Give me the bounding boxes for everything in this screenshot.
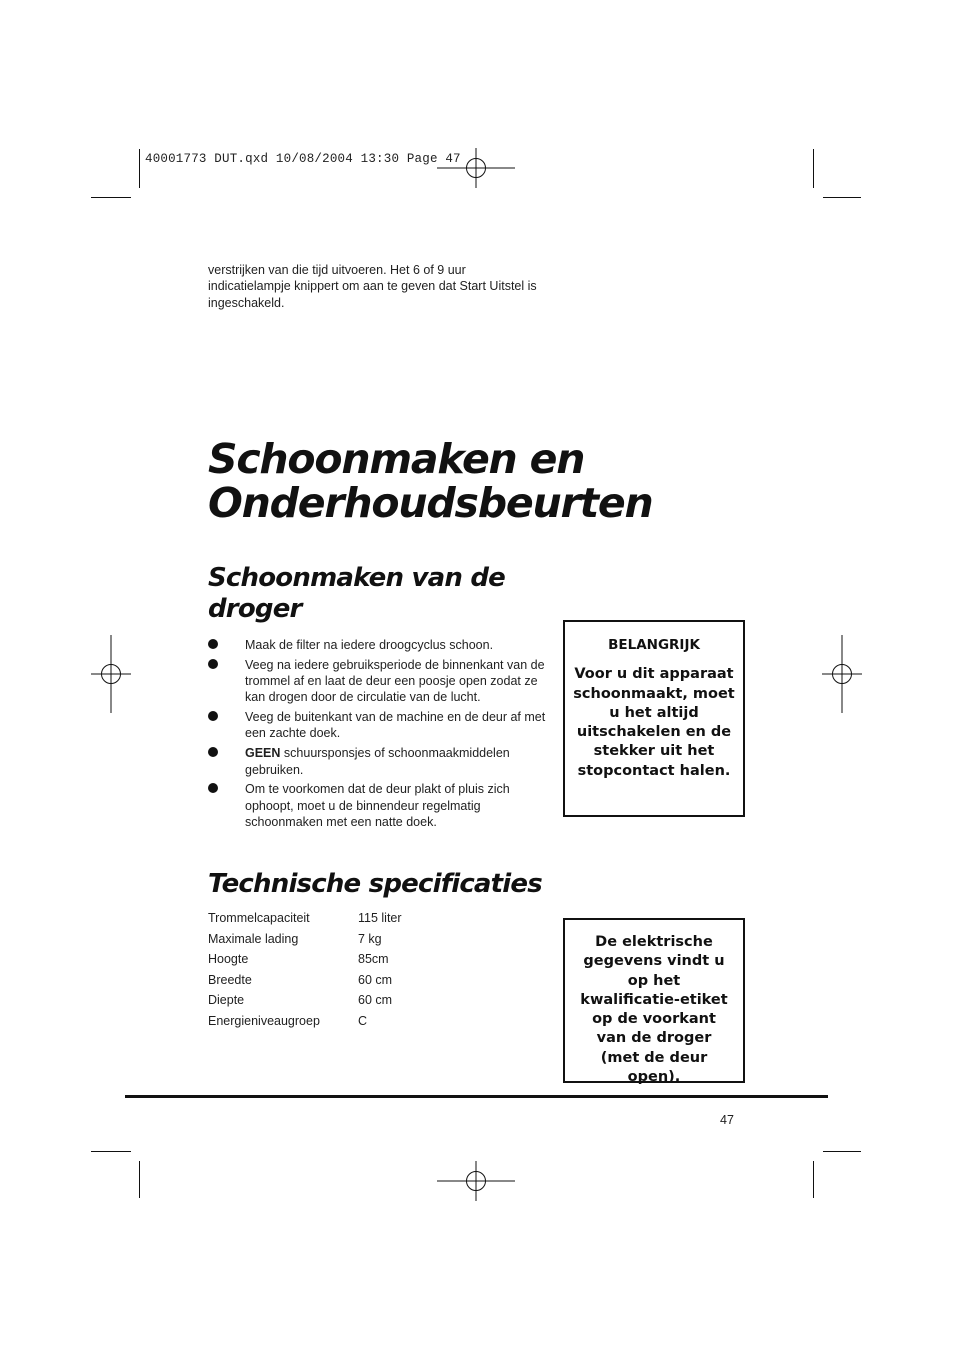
- specs-table: [208, 911, 402, 1034]
- bullet-icon: [208, 659, 218, 669]
- registration-mark-top: [437, 148, 517, 188]
- spec-label: Maximale lading: [208, 931, 299, 946]
- notice-title: BELANGRIJK: [608, 637, 700, 653]
- registration-mark-left: [91, 635, 131, 715]
- page-title: [208, 437, 768, 525]
- cleaning-heading-line-2: droger: [208, 594, 302, 624]
- bullet-icon: [208, 783, 218, 793]
- list-item: [205, 637, 555, 653]
- list-item-emphasis: GEEN: [245, 746, 281, 761]
- table-row: [208, 911, 402, 932]
- list-item: [205, 745, 555, 778]
- cleaning-bullet-list: [205, 637, 555, 834]
- table-row: [208, 973, 402, 994]
- list-item-text: Veeg de buitenkant van de machine en de deur af met een zachte doek.: [245, 710, 546, 741]
- cleaning-heading-line-1: Schoonmaken van de: [208, 563, 505, 593]
- table-row: [208, 932, 402, 953]
- spec-label: Breedte: [208, 972, 252, 987]
- intro-paragraph: verstrijken van die tijd uitvoeren. Het 6 of 9 uur indicatielampje knippert om aan te geven dat Start Uitstel is ingeschakeld.: [208, 263, 537, 310]
- footer-rule: [125, 1095, 828, 1098]
- registration-mark-bottom: [437, 1161, 517, 1201]
- spec-label: Trommelcapaciteit: [208, 911, 310, 925]
- spec-label: Hoogte: [208, 952, 249, 966]
- bullet-icon: [208, 711, 218, 721]
- spec-label: Diepte: [208, 993, 245, 1007]
- electrical-note-text: De elektrische gegevens vindt u op het kwalificatie-etiket op de voorkant van de droger (met de deur open).: [580, 934, 728, 1086]
- spec-value: 85cm: [358, 952, 389, 966]
- spec-value: 60 cm: [358, 993, 393, 1007]
- list-item: [205, 781, 555, 830]
- list-item-text: Veeg na iedere gebruiksperiode de binnenkant van de trommel af en laat de deur een poosje open zodat ze kan drogen door de circulatie van de lucht.: [245, 657, 545, 705]
- registration-mark-right: [822, 635, 862, 715]
- list-item-text: schuursponsjes of schoonmaakmiddelen gebruiken.: [245, 746, 510, 777]
- spec-label: Energieniveaugroep: [208, 1013, 320, 1028]
- bullet-icon: [208, 747, 218, 757]
- list-item-text: Maak de filter na iedere droogcyclus schoon.: [245, 638, 494, 652]
- electrical-note-box: [563, 918, 745, 1086]
- spec-value: 7 kg: [358, 931, 382, 946]
- page-number: 47: [720, 1113, 734, 1127]
- list-item: [205, 657, 555, 706]
- print-slug: 40001773 DUT.qxd 10/08/2004 13:30 Page 47: [145, 152, 461, 166]
- table-row: [208, 993, 402, 1014]
- table-row: [208, 952, 402, 973]
- table-row: [208, 1014, 402, 1035]
- important-notice-box: [563, 620, 745, 817]
- spec-value: 115 liter: [358, 911, 402, 925]
- specs-heading: Technische specificaties: [208, 869, 542, 899]
- bullet-icon: [208, 639, 218, 649]
- spec-value: 60 cm: [358, 972, 393, 987]
- list-item-text: Om te voorkomen dat de deur plakt of pluis zich ophoopt, moet u de binnendeur regelmatig schoonmaken met een natte doek.: [245, 782, 510, 829]
- list-item: [205, 709, 555, 742]
- page-title-line-1: Schoonmaken en: [208, 435, 585, 483]
- page-title-line-2: Onderhoudsbeurten: [208, 479, 653, 527]
- notice-text: Voor u dit apparaat schoonmaakt, moet u het altijd uitschakelen en de stekker uit het stopcontact halen.: [573, 666, 735, 779]
- cleaning-heading: [208, 563, 548, 625]
- spec-value: C: [358, 1013, 368, 1028]
